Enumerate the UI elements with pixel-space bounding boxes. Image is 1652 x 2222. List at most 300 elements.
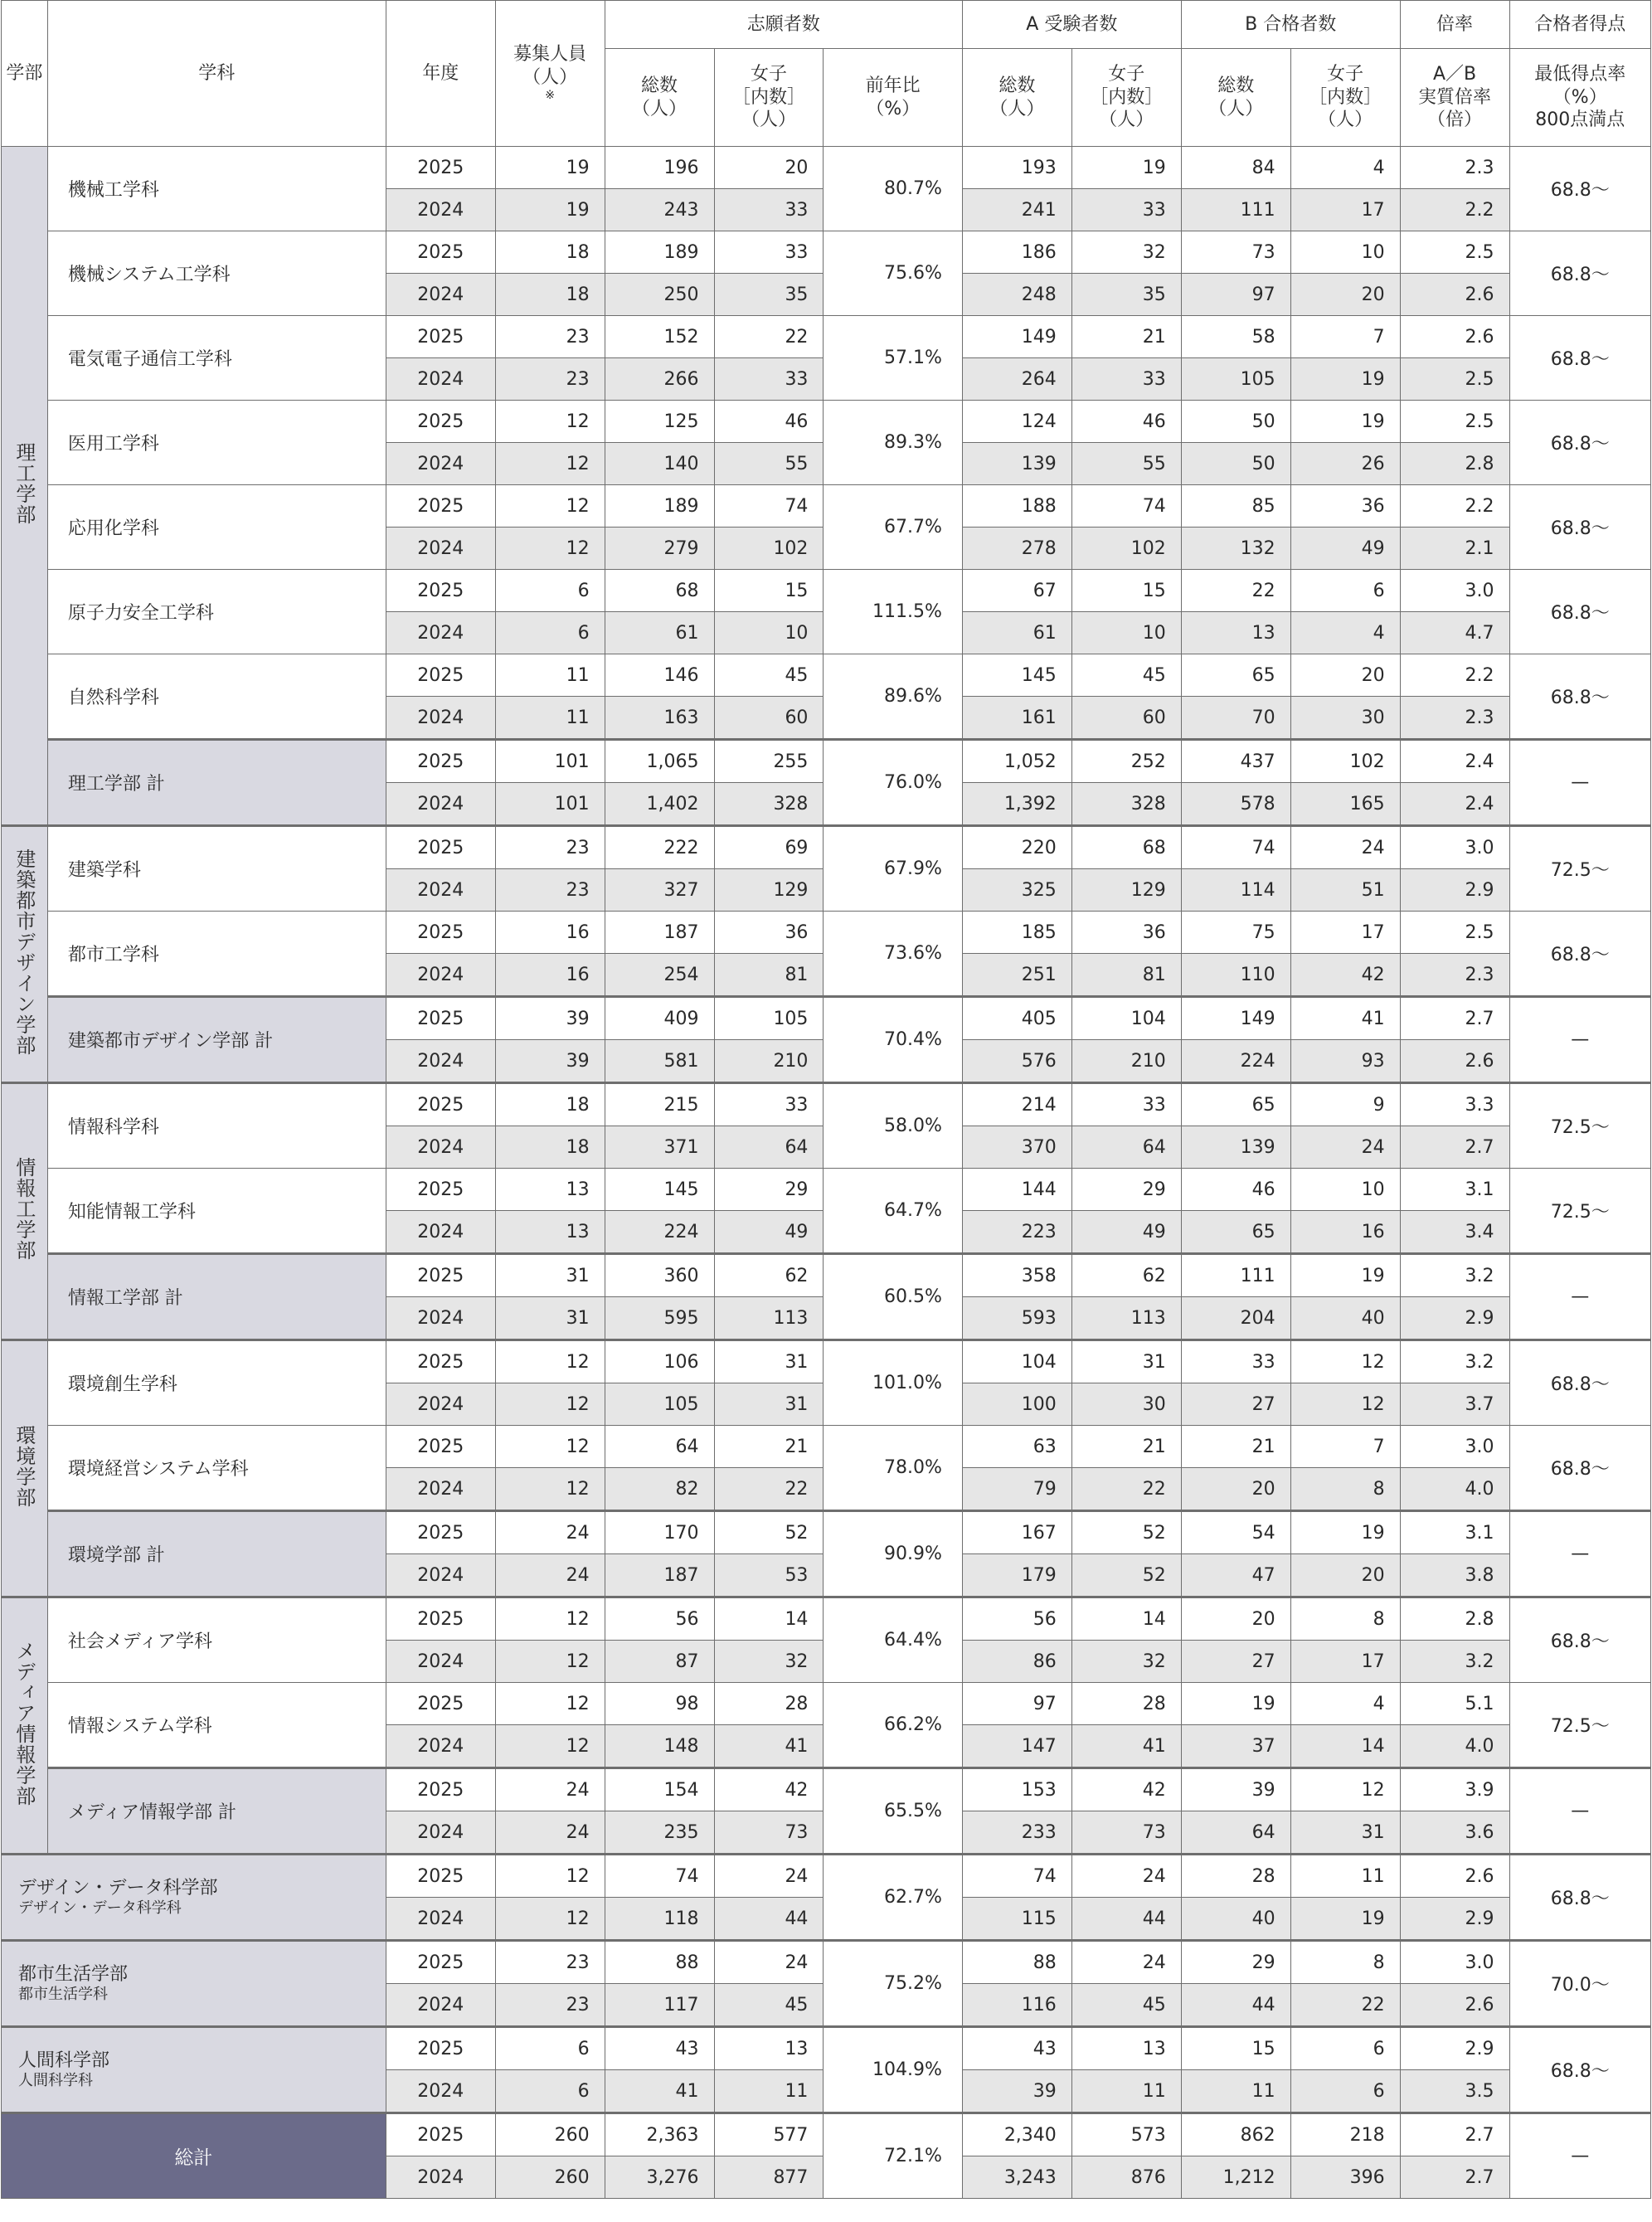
cell-passers-total: 111 (1181, 189, 1290, 231)
cell-applicants-total: 82 (605, 1468, 714, 1511)
cell-examinees-female: 102 (1071, 528, 1181, 570)
cell-year: 2024 (386, 443, 495, 485)
cell-ratio: 3.0 (1400, 1426, 1509, 1468)
cell-applicants-female: 105 (714, 997, 824, 1040)
cell-applicants-total: 360 (605, 1254, 714, 1297)
cell-passers-total: 11 (1181, 2070, 1290, 2113)
cell-year: 2025 (386, 1426, 495, 1468)
cell-year: 2024 (386, 1297, 495, 1340)
cell-year: 2025 (386, 997, 495, 1040)
cell-year: 2024 (386, 1211, 495, 1254)
cell-passers-female: 4 (1290, 147, 1400, 189)
cell-passers-total: 578 (1181, 783, 1290, 826)
cell-examinees-female: 24 (1071, 1855, 1181, 1898)
cell-examinees-total: 145 (962, 654, 1071, 697)
cell-passers-total: 85 (1181, 485, 1290, 528)
cell-applicants-total: 148 (605, 1725, 714, 1768)
cell-ratio: 2.4 (1400, 740, 1509, 783)
cell-passers-total: 65 (1181, 654, 1290, 697)
cell-score: 70.0～ (1509, 1941, 1651, 2027)
cell-examinees-total: 248 (962, 274, 1071, 316)
cell-passers-total: 862 (1181, 2113, 1290, 2156)
table-row (2, 912, 1651, 954)
cell-applicants-female: 877 (714, 2156, 824, 2199)
cell-passers-total: 28 (1181, 1855, 1290, 1898)
single-faculty-name: デザイン・データ科学部 (18, 1877, 218, 1899)
cell-examinees-female: 62 (1071, 1254, 1181, 1297)
cell-applicants-total: 87 (605, 1641, 714, 1683)
cell-examinees-female: 33 (1071, 358, 1181, 401)
cell-capacity: 101 (495, 740, 605, 783)
cell-examinees-female: 33 (1071, 189, 1181, 231)
cell-passers-total: 50 (1181, 401, 1290, 443)
cell-ratio: 5.1 (1400, 1683, 1509, 1725)
cell-passers-female: 31 (1290, 1811, 1400, 1855)
cell-passers-female: 20 (1290, 1554, 1400, 1597)
cell-applicants-female: 44 (714, 1898, 824, 1941)
cell-applicants-female: 55 (714, 443, 824, 485)
cell-examinees-female: 30 (1071, 1383, 1181, 1426)
cell-examinees-female: 10 (1071, 612, 1181, 654)
cell-passers-female: 17 (1290, 1641, 1400, 1683)
cell-year: 2025 (386, 2027, 495, 2070)
cell-capacity: 39 (495, 1040, 605, 1083)
cell-year: 2025 (386, 2113, 495, 2156)
cell-examinees-female: 60 (1071, 697, 1181, 740)
cell-applicants-female: 42 (714, 1768, 824, 1811)
cell-score: 72.5～ (1509, 1683, 1651, 1768)
faculty-label (2, 1597, 48, 1855)
cell-score: — (1509, 997, 1651, 1083)
cell-applicants-female: 64 (714, 1126, 824, 1169)
cell-applicants-total: 61 (605, 612, 714, 654)
cell-applicants-female: 24 (714, 1941, 824, 1984)
cell-capacity: 23 (495, 316, 605, 358)
cell-year: 2025 (386, 231, 495, 274)
cell-examinees-total: 179 (962, 1554, 1071, 1597)
cell-capacity: 6 (495, 570, 605, 612)
cell-applicants-prev: 75.6% (824, 231, 962, 316)
cell-applicants-prev: 57.1% (824, 316, 962, 401)
table-row (2, 826, 1651, 869)
cell-examinees-female: 64 (1071, 1126, 1181, 1169)
table-row (2, 1169, 1651, 1211)
cell-applicants-female: 41 (714, 1725, 824, 1768)
cell-passers-total: 44 (1181, 1984, 1290, 2027)
cell-examinees-total: 593 (962, 1297, 1071, 1340)
faculty-name: メディア情報学部 (12, 1640, 36, 1806)
cell-passers-total: 20 (1181, 1468, 1290, 1511)
cell-year: 2025 (386, 1169, 495, 1211)
cell-applicants-prev: 111.5% (824, 570, 962, 654)
cell-year: 2025 (386, 912, 495, 954)
cell-capacity: 12 (495, 485, 605, 528)
cell-year: 2024 (386, 1554, 495, 1597)
grand-total-label: 総計 (2, 2113, 386, 2199)
cell-applicants-female: 13 (714, 2027, 824, 2070)
cell-capacity: 11 (495, 654, 605, 697)
cell-year: 2024 (386, 1898, 495, 1941)
cell-applicants-total: 189 (605, 231, 714, 274)
cell-year: 2025 (386, 1855, 495, 1898)
cell-capacity: 6 (495, 612, 605, 654)
cell-applicants-female: 62 (714, 1254, 824, 1297)
cell-applicants-female: 15 (714, 570, 824, 612)
cell-applicants-total: 581 (605, 1040, 714, 1083)
cell-examinees-female: 28 (1071, 1683, 1181, 1725)
cell-capacity: 23 (495, 358, 605, 401)
cell-applicants-total: 250 (605, 274, 714, 316)
header-examinees: A 受験者数 (962, 1, 1181, 49)
cell-ratio: 2.2 (1400, 189, 1509, 231)
header-score-sub: 最低得点率（%） 800点満点 (1509, 49, 1651, 147)
cell-capacity: 12 (495, 1683, 605, 1725)
cell-score: — (1509, 1768, 1651, 1855)
cell-examinees-total: 56 (962, 1597, 1071, 1641)
cell-applicants-total: 106 (605, 1340, 714, 1383)
table-row (2, 570, 1651, 612)
department-name: 原子力安全工学科 (47, 570, 386, 654)
cell-passers-female: 20 (1290, 654, 1400, 697)
table-row (2, 1254, 1651, 1297)
cell-passers-female: 8 (1290, 1597, 1400, 1641)
cell-ratio: 2.6 (1400, 274, 1509, 316)
cell-examinees-total: 278 (962, 528, 1071, 570)
cell-ratio: 3.6 (1400, 1811, 1509, 1855)
cell-passers-total: 437 (1181, 740, 1290, 783)
cell-applicants-female: 129 (714, 869, 824, 912)
cell-capacity: 12 (495, 1597, 605, 1641)
cell-examinees-total: 186 (962, 231, 1071, 274)
department-name: 電気電子通信工学科 (47, 316, 386, 401)
cell-capacity: 31 (495, 1254, 605, 1297)
cell-passers-total: 70 (1181, 697, 1290, 740)
cell-capacity: 23 (495, 1984, 605, 2027)
cell-passers-total: 40 (1181, 1898, 1290, 1941)
cell-applicants-total: 327 (605, 869, 714, 912)
cell-passers-total: 73 (1181, 231, 1290, 274)
cell-passers-female: 102 (1290, 740, 1400, 783)
single-department-name: デザイン・データ科学科 (18, 1899, 182, 1917)
cell-passers-total: 29 (1181, 1941, 1290, 1984)
cell-ratio: 2.6 (1400, 1984, 1509, 2027)
cell-applicants-prev: 72.1% (824, 2113, 962, 2199)
department-name: 都市工学科 (47, 912, 386, 997)
cell-examinees-total: 86 (962, 1641, 1071, 1683)
cell-ratio: 2.3 (1400, 147, 1509, 189)
department-name: 情報システム学科 (47, 1683, 386, 1768)
cell-passers-total: 33 (1181, 1340, 1290, 1383)
cell-applicants-total: 189 (605, 485, 714, 528)
cell-applicants-prev: 66.2% (824, 1683, 962, 1768)
cell-passers-female: 40 (1290, 1297, 1400, 1340)
cell-applicants-prev: 90.9% (824, 1511, 962, 1597)
faculty-label (2, 826, 48, 1083)
cell-applicants-female: 45 (714, 1984, 824, 2027)
cell-passers-total: 50 (1181, 443, 1290, 485)
single-faculty-label (2, 2027, 386, 2113)
cell-passers-female: 8 (1290, 1468, 1400, 1511)
cell-ratio: 2.1 (1400, 528, 1509, 570)
cell-passers-female: 165 (1290, 783, 1400, 826)
cell-year: 2025 (386, 1511, 495, 1554)
cell-examinees-female: 113 (1071, 1297, 1181, 1340)
cell-year: 2024 (386, 869, 495, 912)
cell-applicants-female: 29 (714, 1169, 824, 1211)
cell-passers-total: 149 (1181, 997, 1290, 1040)
cell-score: 68.8～ (1509, 2027, 1651, 2113)
cell-applicants-female: 210 (714, 1040, 824, 1083)
cell-examinees-female: 129 (1071, 869, 1181, 912)
cell-applicants-female: 22 (714, 1468, 824, 1511)
table-row (2, 1768, 1651, 1811)
table-row (2, 997, 1651, 1040)
cell-passers-total: 64 (1181, 1811, 1290, 1855)
cell-applicants-total: 68 (605, 570, 714, 612)
cell-capacity: 18 (495, 1126, 605, 1169)
cell-ratio: 2.9 (1400, 2027, 1509, 2070)
cell-year: 2025 (386, 1597, 495, 1641)
cell-year: 2024 (386, 697, 495, 740)
department-name: 環境創生学科 (47, 1340, 386, 1426)
cell-capacity: 39 (495, 997, 605, 1040)
cell-examinees-total: 1,052 (962, 740, 1071, 783)
cell-year: 2025 (386, 1683, 495, 1725)
cell-ratio: 2.7 (1400, 2156, 1509, 2199)
cell-applicants-total: 146 (605, 654, 714, 697)
department-name: 建築学科 (47, 826, 386, 912)
cell-applicants-total: 74 (605, 1855, 714, 1898)
cell-applicants-female: 46 (714, 401, 824, 443)
cell-applicants-female: 53 (714, 1554, 824, 1597)
admission-table (1, 0, 1651, 2199)
cell-applicants-total: 243 (605, 189, 714, 231)
cell-year: 2024 (386, 528, 495, 570)
cell-passers-female: 12 (1290, 1340, 1400, 1383)
cell-score: 68.8～ (1509, 231, 1651, 316)
cell-examinees-female: 36 (1071, 912, 1181, 954)
cell-year: 2025 (386, 1340, 495, 1383)
cell-ratio: 2.8 (1400, 1597, 1509, 1641)
cell-year: 2024 (386, 1126, 495, 1169)
cell-capacity: 18 (495, 231, 605, 274)
cell-passers-total: 46 (1181, 1169, 1290, 1211)
cell-applicants-total: 595 (605, 1297, 714, 1340)
cell-examinees-female: 68 (1071, 826, 1181, 869)
cell-year: 2025 (386, 1083, 495, 1126)
cell-applicants-female: 33 (714, 358, 824, 401)
cell-passers-female: 41 (1290, 997, 1400, 1040)
cell-examinees-total: 153 (962, 1768, 1071, 1811)
department-name: 知能情報工学科 (47, 1169, 386, 1254)
cell-applicants-female: 24 (714, 1855, 824, 1898)
cell-applicants-female: 22 (714, 316, 824, 358)
cell-applicants-total: 154 (605, 1768, 714, 1811)
cell-applicants-total: 117 (605, 1984, 714, 2027)
cell-examinees-total: 100 (962, 1383, 1071, 1426)
cell-applicants-prev: 104.9% (824, 2027, 962, 2113)
cell-examinees-female: 81 (1071, 954, 1181, 997)
cell-examinees-total: 74 (962, 1855, 1071, 1898)
cell-applicants-female: 35 (714, 274, 824, 316)
cell-passers-total: 13 (1181, 612, 1290, 654)
cell-applicants-female: 20 (714, 147, 824, 189)
cell-score: 68.8～ (1509, 1597, 1651, 1683)
table-row (2, 2113, 1651, 2156)
cell-applicants-total: 88 (605, 1941, 714, 1984)
cell-applicants-female: 11 (714, 2070, 824, 2113)
cell-capacity: 260 (495, 2113, 605, 2156)
cell-ratio: 2.5 (1400, 231, 1509, 274)
cell-score: 72.5～ (1509, 1169, 1651, 1254)
cell-ratio: 2.2 (1400, 654, 1509, 697)
table-row (2, 401, 1651, 443)
cell-score: 68.8～ (1509, 1855, 1651, 1941)
cell-applicants-total: 409 (605, 997, 714, 1040)
cell-passers-female: 7 (1290, 1426, 1400, 1468)
cell-passers-total: 58 (1181, 316, 1290, 358)
cell-passers-female: 30 (1290, 697, 1400, 740)
cell-examinees-female: 876 (1071, 2156, 1181, 2199)
cell-year: 2024 (386, 954, 495, 997)
cell-ratio: 3.1 (1400, 1169, 1509, 1211)
cell-examinees-female: 33 (1071, 1083, 1181, 1126)
cell-ratio: 2.6 (1400, 1040, 1509, 1083)
cell-ratio: 3.2 (1400, 1254, 1509, 1297)
cell-passers-female: 14 (1290, 1725, 1400, 1768)
cell-examinees-total: 241 (962, 189, 1071, 231)
cell-capacity: 24 (495, 1811, 605, 1855)
cell-year: 2024 (386, 612, 495, 654)
cell-capacity: 12 (495, 528, 605, 570)
cell-ratio: 2.6 (1400, 1855, 1509, 1898)
cell-applicants-total: 371 (605, 1126, 714, 1169)
cell-applicants-total: 235 (605, 1811, 714, 1855)
cell-ratio: 3.2 (1400, 1340, 1509, 1383)
table-row (2, 1083, 1651, 1126)
header-applicants-prev: 前年比 （%） (824, 49, 962, 147)
cell-examinees-female: 29 (1071, 1169, 1181, 1211)
cell-applicants-prev: 65.5% (824, 1768, 962, 1855)
cell-ratio: 3.4 (1400, 1211, 1509, 1254)
cell-applicants-prev: 70.4% (824, 997, 962, 1083)
table-row (2, 316, 1651, 358)
cell-applicants-total: 145 (605, 1169, 714, 1211)
table-row (2, 654, 1651, 697)
cell-score: 68.8～ (1509, 570, 1651, 654)
cell-applicants-total: 152 (605, 316, 714, 358)
cell-applicants-prev: 67.7% (824, 485, 962, 570)
cell-examinees-total: 358 (962, 1254, 1071, 1297)
cell-applicants-total: 3,276 (605, 2156, 714, 2199)
cell-applicants-total: 170 (605, 1511, 714, 1554)
cell-ratio: 2.5 (1400, 912, 1509, 954)
cell-applicants-total: 98 (605, 1683, 714, 1725)
subtotal-label: メディア情報学部 計 (47, 1768, 386, 1855)
cell-capacity: 12 (495, 1641, 605, 1683)
cell-score: 72.5～ (1509, 1083, 1651, 1169)
cell-capacity: 12 (495, 1426, 605, 1468)
cell-ratio: 2.3 (1400, 954, 1509, 997)
header-passers-total: 総数 （人） (1181, 49, 1290, 147)
cell-year: 2024 (386, 1984, 495, 2027)
subtotal-label: 建築都市デザイン学部 計 (47, 997, 386, 1083)
header-examinees-female: 女子 ［内数］ （人） (1071, 49, 1181, 147)
cell-examinees-female: 22 (1071, 1468, 1181, 1511)
table-row (2, 231, 1651, 274)
cell-applicants-prev: 73.6% (824, 912, 962, 997)
cell-passers-female: 6 (1290, 2070, 1400, 2113)
cell-year: 2024 (386, 1725, 495, 1768)
cell-year: 2024 (386, 2070, 495, 2113)
cell-score: — (1509, 1511, 1651, 1597)
cell-applicants-female: 36 (714, 912, 824, 954)
cell-applicants-female: 102 (714, 528, 824, 570)
cell-applicants-female: 21 (714, 1426, 824, 1468)
cell-applicants-female: 73 (714, 1811, 824, 1855)
cell-examinees-female: 42 (1071, 1768, 1181, 1811)
table-row (2, 1511, 1651, 1554)
single-faculty-label (2, 1941, 386, 2027)
cell-passers-female: 17 (1290, 912, 1400, 954)
header-applicants-total: 総数 （人） (605, 49, 714, 147)
cell-applicants-female: 32 (714, 1641, 824, 1683)
cell-ratio: 4.0 (1400, 1725, 1509, 1768)
cell-examinees-total: 2,340 (962, 2113, 1071, 2156)
single-department-name: 都市生活学科 (18, 1986, 108, 2003)
department-name: 医用工学科 (47, 401, 386, 485)
cell-examinees-total: 104 (962, 1340, 1071, 1383)
cell-capacity: 12 (495, 1468, 605, 1511)
header-ratio: 倍率 (1400, 1, 1509, 49)
cell-score: 68.8～ (1509, 1340, 1651, 1426)
cell-examinees-female: 11 (1071, 2070, 1181, 2113)
faculty-name: 環境学部 (12, 1424, 36, 1508)
cell-examinees-female: 573 (1071, 2113, 1181, 2156)
cell-passers-female: 20 (1290, 274, 1400, 316)
cell-capacity: 24 (495, 1554, 605, 1597)
department-name: 情報科学科 (47, 1083, 386, 1169)
cell-applicants-prev: 76.0% (824, 740, 962, 826)
cell-year: 2024 (386, 1383, 495, 1426)
cell-score: 68.8～ (1509, 401, 1651, 485)
subtotal-label: 理工学部 計 (47, 740, 386, 826)
cell-examinees-total: 251 (962, 954, 1071, 997)
cell-passers-female: 12 (1290, 1383, 1400, 1426)
cell-capacity: 23 (495, 826, 605, 869)
cell-examinees-female: 41 (1071, 1725, 1181, 1768)
cell-examinees-female: 55 (1071, 443, 1181, 485)
cell-examinees-female: 13 (1071, 2027, 1181, 2070)
cell-passers-female: 4 (1290, 1683, 1400, 1725)
cell-applicants-total: 279 (605, 528, 714, 570)
cell-score: 68.8～ (1509, 1426, 1651, 1511)
cell-applicants-female: 255 (714, 740, 824, 783)
faculty-name: 情報工学部 (12, 1157, 36, 1261)
cell-examinees-total: 39 (962, 2070, 1071, 2113)
header-passers-female: 女子 ［内数］ （人） (1290, 49, 1400, 147)
cell-applicants-female: 69 (714, 826, 824, 869)
cell-examinees-female: 52 (1071, 1511, 1181, 1554)
header-capacity (495, 1, 605, 147)
table-row (2, 1597, 1651, 1641)
cell-ratio: 2.9 (1400, 1297, 1509, 1340)
faculty-label (2, 1340, 48, 1597)
cell-examinees-total: 576 (962, 1040, 1071, 1083)
header-ratio-sub: A／B 実質倍率 （倍） (1400, 49, 1509, 147)
cell-passers-total: 105 (1181, 358, 1290, 401)
cell-applicants-female: 74 (714, 485, 824, 528)
